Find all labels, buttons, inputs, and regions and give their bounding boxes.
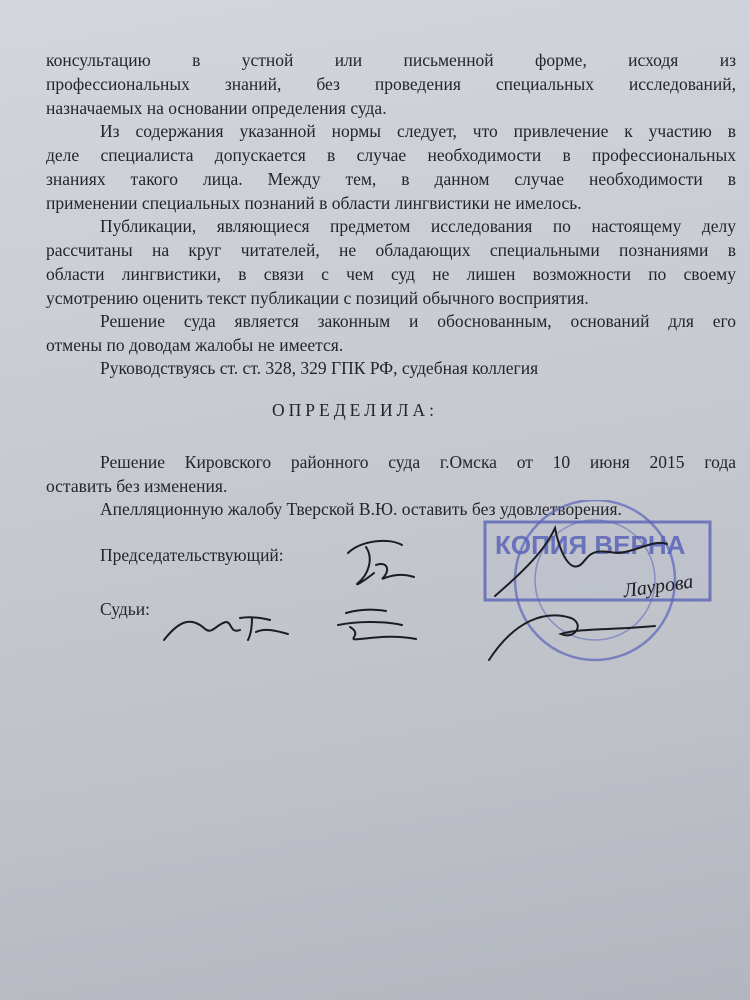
text-line: рассчитаны на круг читателей, не обладающих специальными познаниями в <box>46 240 736 260</box>
decision-line: Апелляционную жалобу Тверской В.Ю. оставить без удовлетворения. <box>100 499 622 519</box>
decision-line: Решение Кировского районного суда г.Омска от 10 июня 2015 года <box>100 452 736 472</box>
text-line: консультацию в устной или письменной форме, исходя из <box>46 50 736 70</box>
text-line: применении специальных познаний в области лингвистики не имелось. <box>46 193 582 213</box>
text-line: деле специалиста допускается в случае необходимости в профессиональных <box>46 145 736 165</box>
section-heading: ОПРЕДЕЛИЛА: <box>272 400 438 420</box>
decision-line: оставить без изменения. <box>46 476 228 496</box>
text-line: усмотрению оценить текст публикации с позиций обычного восприятия. <box>46 288 589 308</box>
stamp-text: КОПИЯ ВЕРНА <box>495 530 686 560</box>
stamp-signature-name: Лаурова <box>621 570 695 603</box>
presiding-signature <box>340 535 425 590</box>
judge-signature-2 <box>330 605 425 650</box>
presiding-label: Председательствующий: <box>100 545 284 565</box>
text-line: области лингвистики, в связи с чем суд не лишен возможности по своему <box>46 264 736 284</box>
judges-label: Судьи: <box>100 599 150 619</box>
judge-signature-1 <box>160 610 295 650</box>
text-line: назначаемых на основании определения суда. <box>46 98 387 118</box>
text-line: знаниях такого лица. Между тем, в данном случае необходимости в <box>46 169 736 189</box>
text-line: отмены по доводам жалобы не имеется. <box>46 335 344 355</box>
text-line: профессиональных знаний, без проведения специальных исследований, <box>46 74 736 94</box>
text-line: Публикации, являющиеся предметом исследования по настоящему делу <box>100 216 736 236</box>
text-line: Из содержания указанной нормы следует, что привлечение к участию в <box>100 121 736 141</box>
text-line: Руководствуясь ст. ст. 328, 329 ГПК РФ, судебная коллегия <box>100 358 539 378</box>
copy-certified-stamp <box>475 500 745 680</box>
text-line: Решение суда является законным и обоснованным, оснований для его <box>100 311 736 331</box>
